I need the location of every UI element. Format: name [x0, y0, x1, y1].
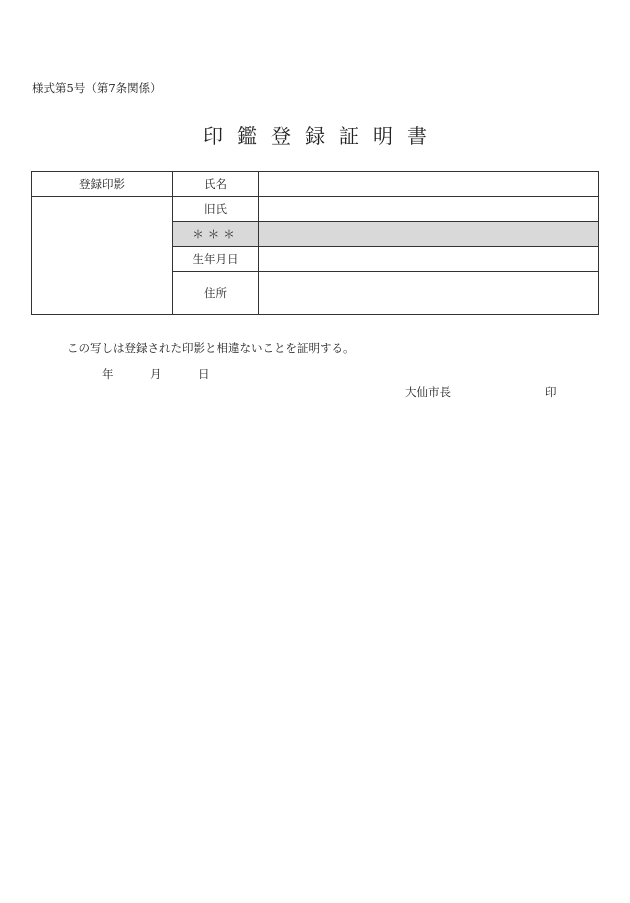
document-title: 印鑑登録証明書 [203, 124, 441, 148]
address-label: 住所 [173, 272, 259, 315]
seal-mark: 印 [545, 385, 557, 399]
seal-impression-area [32, 197, 173, 315]
certification-text: この写しは登録された印影と相違ないことを証明する。 [67, 341, 355, 355]
form-number: 様式第5号（第7条関係） [32, 81, 162, 95]
date-month: 月 [150, 367, 162, 381]
address-value [259, 272, 599, 315]
former-name-label: 旧氏 [173, 197, 259, 222]
name-label: 氏名 [173, 172, 259, 197]
registration-table [31, 171, 599, 315]
table-row [32, 172, 599, 197]
birthdate-label: 生年月日 [173, 247, 259, 272]
table-row [32, 197, 599, 222]
seal-label: 登録印影 [32, 172, 173, 197]
birthdate-value [259, 247, 599, 272]
name-value [259, 172, 599, 197]
masked-value [259, 222, 599, 247]
issuer: 大仙市長 [405, 385, 451, 399]
date-year: 年 [102, 367, 114, 381]
former-name-value [259, 197, 599, 222]
masked-label: ＊＊＊ [173, 222, 259, 247]
date-day: 日 [198, 367, 210, 381]
issue-date [102, 366, 210, 382]
